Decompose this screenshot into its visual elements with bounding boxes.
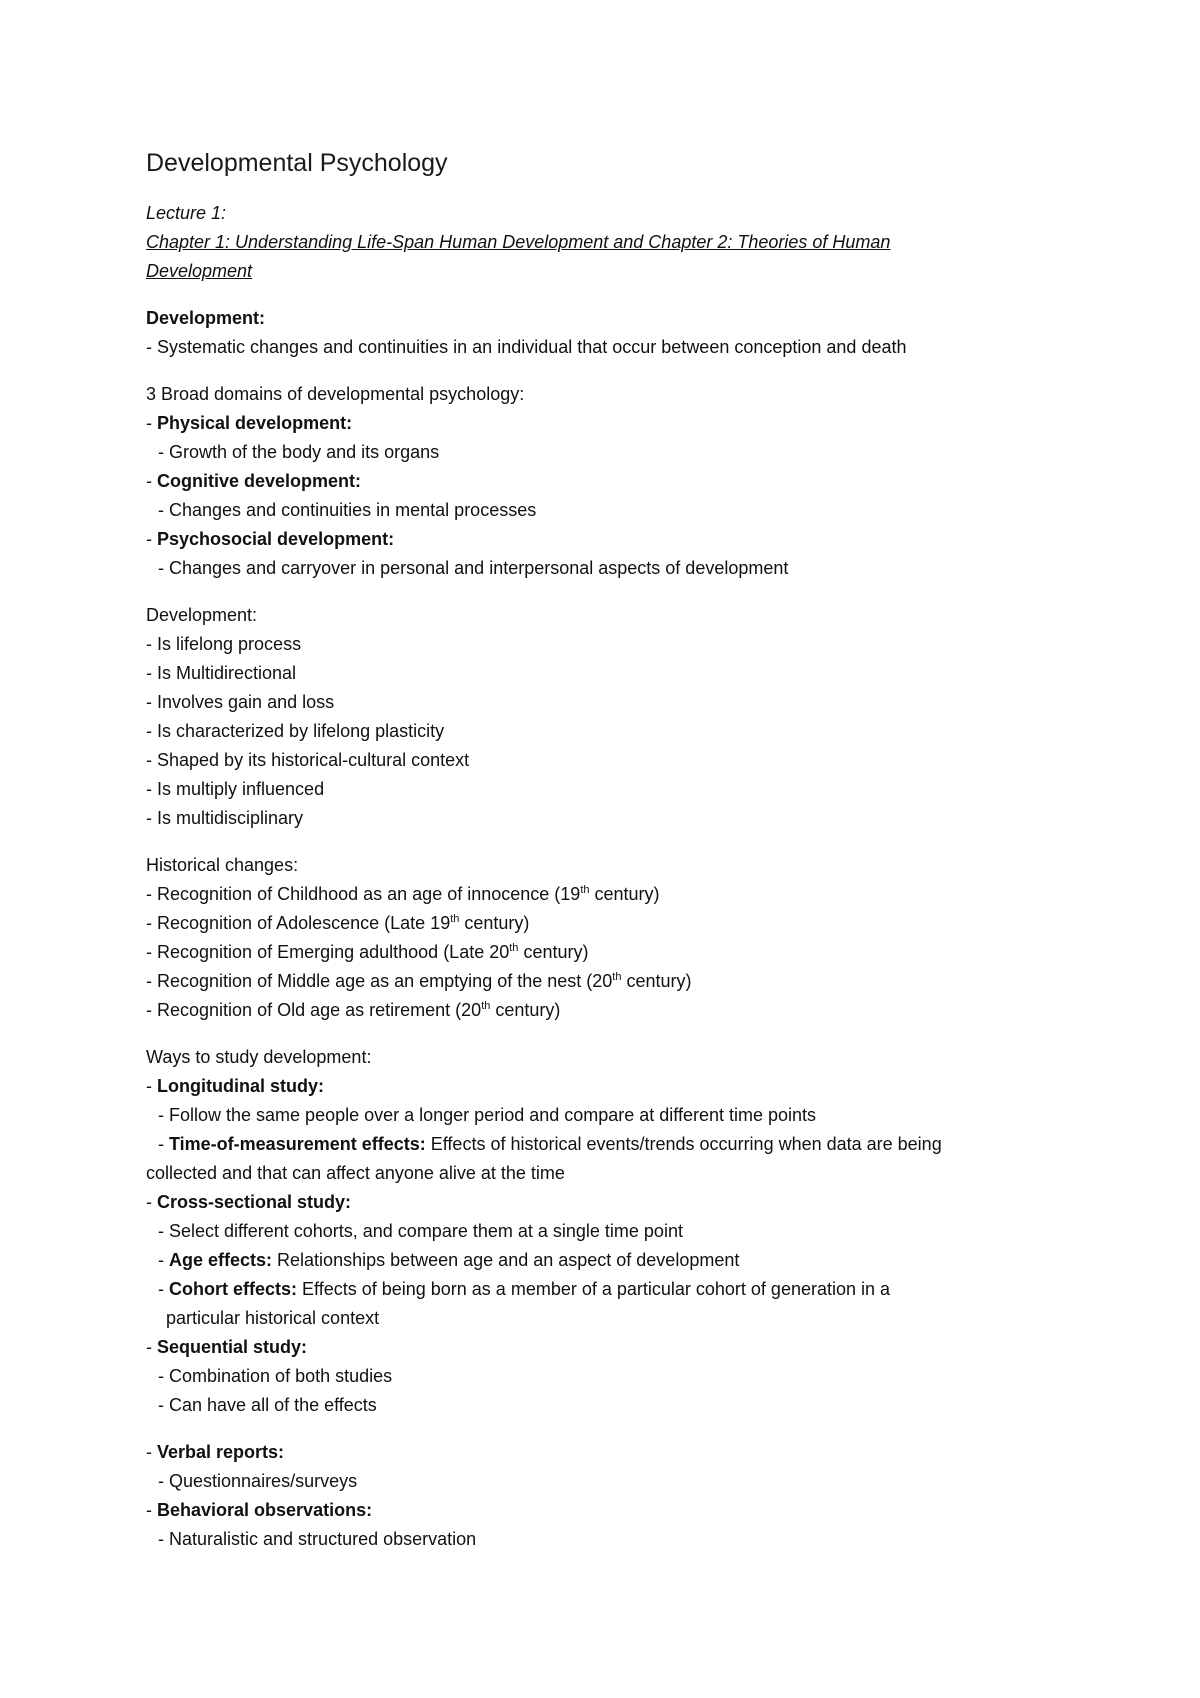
historical-item: - Recognition of Middle age as an emptying of the nest (20th century) bbox=[146, 971, 692, 991]
trait-item: - Shaped by its historical-cultural context bbox=[146, 750, 470, 770]
study-cohort-effects-cont: particular historical context bbox=[166, 1308, 380, 1328]
study-heading: Ways to study development: bbox=[146, 1047, 372, 1067]
development-definition: - Systematic changes and continuities in an individual that occur between conception and death bbox=[146, 337, 907, 357]
traits-heading: Development: bbox=[146, 605, 258, 625]
trait-item: - Is multiply influenced bbox=[146, 779, 325, 799]
development-heading: Development: bbox=[146, 308, 266, 328]
domain-cognitive: - Cognitive development: bbox=[146, 471, 362, 491]
study-sequential-desc: - Combination of both studies bbox=[158, 1366, 393, 1386]
domain-physical: - Physical development: bbox=[146, 413, 353, 433]
study-time-of-measurement: - Time-of-measurement effects: Effects of historical events/trends occurring when data are being bbox=[158, 1134, 942, 1154]
method-verbal: - Verbal reports: bbox=[146, 1442, 285, 1462]
historical-heading: Historical changes: bbox=[146, 855, 299, 875]
domain-physical-desc: - Growth of the body and its organs bbox=[158, 442, 440, 462]
domains-intro: 3 Broad domains of developmental psychology: bbox=[146, 384, 525, 404]
study-age-effects: - Age effects: Relationships between age and an aspect of development bbox=[158, 1250, 740, 1270]
chapters-line-1: Chapter 1: Understanding Life-Span Human Development and Chapter 2: Theories of Human bbox=[146, 232, 891, 252]
trait-item: - Is Multidirectional bbox=[146, 663, 297, 683]
study-sequential: - Sequential study: bbox=[146, 1337, 308, 1357]
historical-item: - Recognition of Old age as retirement (20th century) bbox=[146, 1000, 561, 1020]
method-behavioral: - Behavioral observations: bbox=[146, 1500, 373, 1520]
trait-item: - Involves gain and loss bbox=[146, 692, 335, 712]
trait-item: - Is multidisciplinary bbox=[146, 808, 304, 828]
study-time-of-measurement-cont: collected and that can affect anyone alive at the time bbox=[146, 1163, 565, 1183]
method-verbal-desc: - Questionnaires/surveys bbox=[158, 1471, 358, 1491]
trait-item: - Is lifelong process bbox=[146, 634, 302, 654]
domain-psychosocial: - Psychosocial development: bbox=[146, 529, 395, 549]
trait-item: - Is characterized by lifelong plasticity bbox=[146, 721, 445, 741]
study-longitudinal-desc: - Follow the same people over a longer period and compare at different time points bbox=[158, 1105, 817, 1125]
historical-item: - Recognition of Childhood as an age of innocence (19th century) bbox=[146, 884, 660, 904]
lecture-label: Lecture 1: bbox=[146, 203, 227, 223]
study-longitudinal: - Longitudinal study: bbox=[146, 1076, 324, 1096]
historical-item: - Recognition of Adolescence (Late 19th century) bbox=[146, 913, 530, 933]
study-cross-sectional-desc: - Select different cohorts, and compare them at a single time point bbox=[158, 1221, 683, 1241]
domain-psychosocial-desc: - Changes and carryover in personal and interpersonal aspects of development bbox=[158, 558, 789, 578]
chapters-line-2: Development bbox=[146, 261, 253, 281]
historical-item: - Recognition of Emerging adulthood (Late 20th century) bbox=[146, 942, 589, 962]
domain-cognitive-desc: - Changes and continuities in mental processes bbox=[158, 500, 537, 520]
study-cross-sectional: - Cross-sectional study: bbox=[146, 1192, 352, 1212]
method-behavioral-desc: - Naturalistic and structured observation bbox=[158, 1529, 477, 1549]
study-cohort-effects: - Cohort effects: Effects of being born as a member of a particular cohort of generation in a bbox=[158, 1279, 891, 1299]
study-sequential-desc: - Can have all of the effects bbox=[158, 1395, 377, 1415]
document-title: Developmental Psychology bbox=[146, 149, 448, 177]
